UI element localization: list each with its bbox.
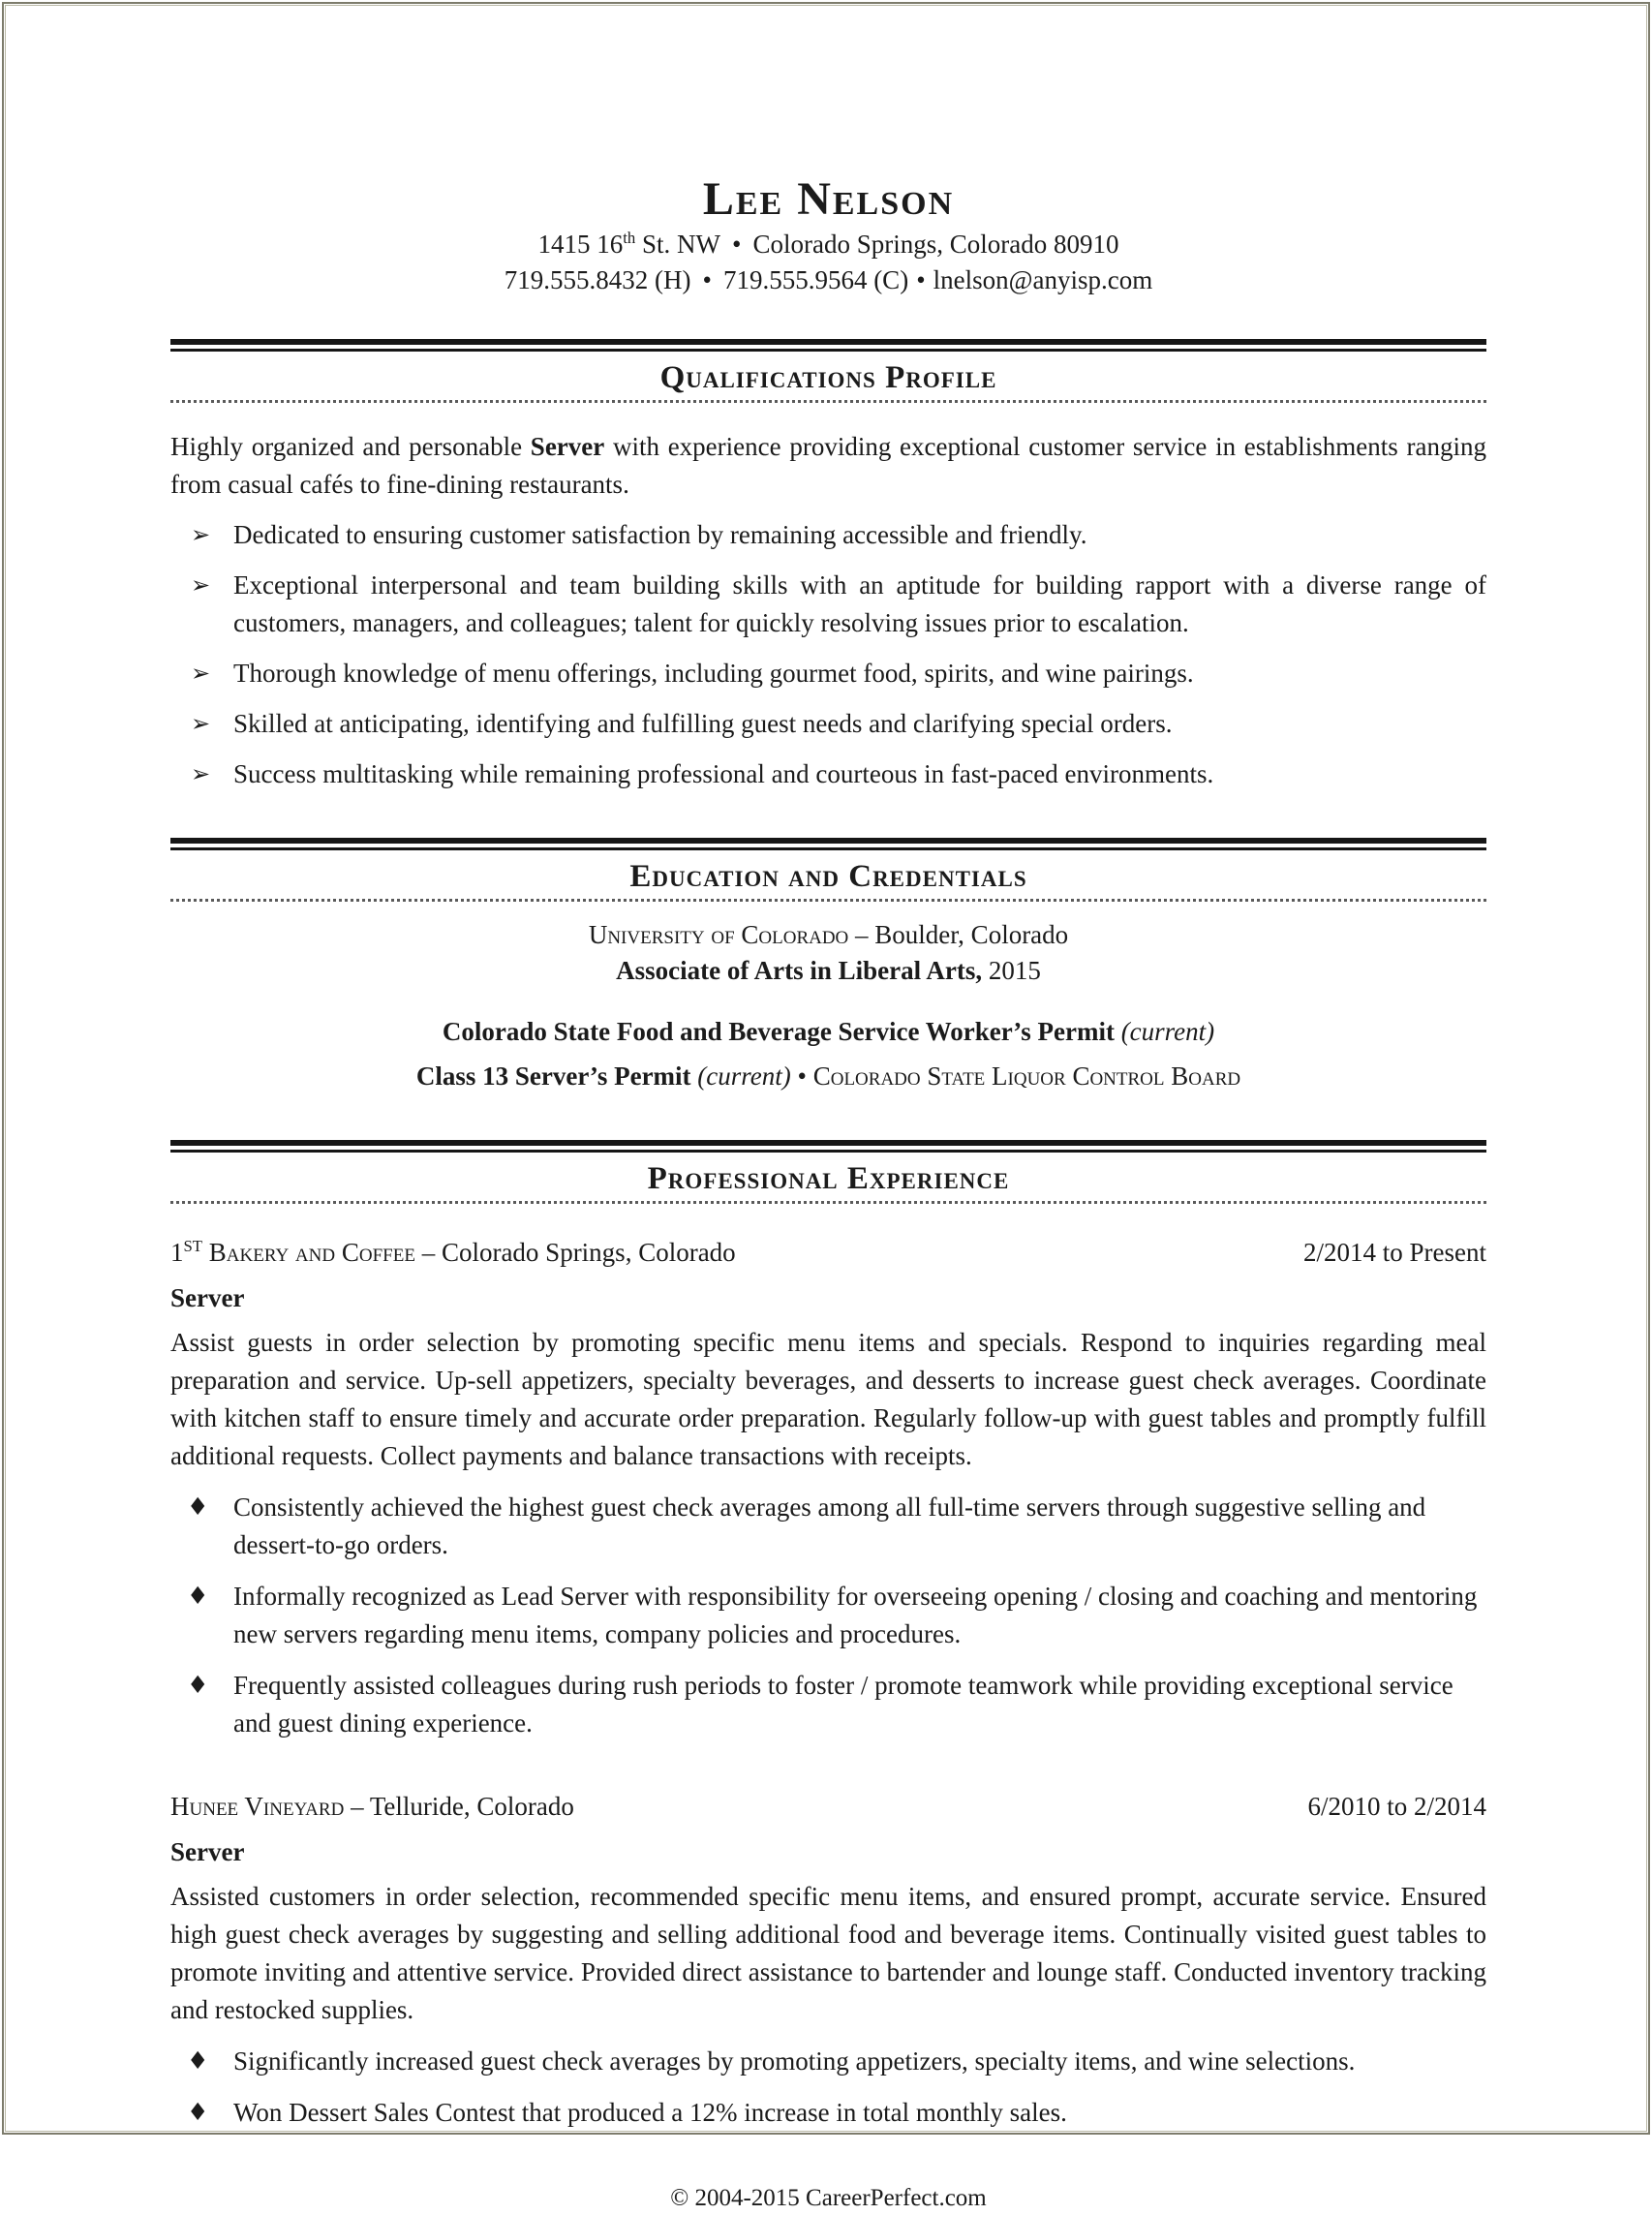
text-run [202,1238,209,1267]
section-education [170,838,1486,1095]
text-run: Server [530,432,605,461]
text-run: th [623,229,636,247]
text-run: Colorado Springs, Colorado 80910 [752,230,1119,259]
qualification-bullet [170,655,1486,692]
text-run: Highly organized and personable [170,432,531,461]
text-run: ST [183,1237,203,1255]
qualification-bullet-text: Skilled at anticipating, identifying and fulfilling guest needs and clarifying special orders. [233,709,1173,738]
double-rule [170,838,1486,850]
text-run: Hunee Vineyard [170,1792,345,1821]
qualification-bullet-text: Thorough knowledge of menu offerings, including gourmet food, spirits, and wine pairings. [233,659,1194,688]
job-summary: Assist guests in order selection by promoting specific menu items and specials. Respond to inquiries regarding meal preparation and service. Up-sell appetizers, specialty beverages, and desserts to increase guest check averages. Coordinate with kitchen staff to ensure timely and accurate order preparation. Regularly follow-up with guest tables and promptly fulfill additional requests. Collect payments and balance transactions with receipts. [170,1328,1486,1470]
text-run: • [916,265,926,294]
qualification-bullet-text: Dedicated to ensuring customer satisfaction by remaining accessible and friendly. [233,520,1087,549]
text-run: • [732,230,742,259]
job-company [170,1235,736,1271]
section-qualifications [170,339,1486,793]
text-run: • [702,265,712,294]
qualification-bullet [170,755,1486,793]
job-highlights-list [170,1489,1486,1742]
job-bullet-text: Significantly increased guest check averages by promoting appetizers, specialty items, and wine selections. [233,2046,1356,2076]
job-bullet [170,2043,1486,2080]
section-title-experience: Professional Experience [647,1161,1010,1196]
job-bullet-text: Won Dessert Sales Contest that produced a 12% increase in total monthly sales. [233,2098,1067,2127]
text-run: (current) [1120,1017,1215,1046]
text-run: 719.555.8432 (H) [504,265,691,294]
job-entry [170,1789,1486,2132]
section-experience [170,1140,1486,2132]
arrow-bullet-icon: ➢ [191,660,211,687]
diamond-bullet-icon: ♦ [187,1671,209,1699]
dotted-rule [170,899,1486,902]
job-entry [170,1235,1486,1742]
text-run: – Telluride, Colorado [344,1792,574,1821]
diamond-bullet-icon: ♦ [187,1492,209,1521]
arrow-bullet-icon: ➢ [191,521,211,548]
job-header [170,1789,1486,1825]
qualification-bullet-text: Exceptional interpersonal and team building skills with an aptitude for building rapport with a diverse range of customers, managers, and colleagues; talent for quickly resolving issues prior to escalation. [233,570,1486,637]
text-run: 1 [170,1238,184,1267]
job-bullet-text: Consistently achieved the highest guest check averages among all full-time servers through suggestive selling and dessert-to-go orders. [233,1492,1426,1559]
text-run: Associate of Arts in Liberal Arts, [616,956,983,985]
contact-line [170,262,1486,298]
job-role: Server [170,1283,245,1312]
job-company [170,1789,574,1825]
copyright-footer: © 2004-2015 CareerPerfect.com [670,2185,987,2211]
job-summary: Assisted customers in order selection, recommended specific menu items, and ensured prompt, accurate service. Ensured high guest check averages by suggesting and selling additional food and beverage items. Continually visited guest tables to promote inviting and attentive service. Provided direct assistance to bartender and lounge staff. Conducted inventory tracking and restocked supplies. [170,1882,1486,2024]
job-role: Server [170,1837,245,1866]
address-line [170,227,1486,262]
arrow-bullet-icon: ➢ [191,760,211,787]
dotted-rule [170,1201,1486,1204]
job-header [170,1235,1486,1271]
text-run: St. NW [635,230,721,259]
job-bullet [170,2094,1486,2132]
arrow-bullet-icon: ➢ [191,710,211,737]
text-run: Colorado State Liquor Control Board [812,1061,1241,1091]
section-title-education: Education and Credentials [629,859,1027,894]
job-bullet-text: Frequently assisted colleagues during rush periods to foster / promote teamwork while providing exceptional service and guest dining experience. [233,1671,1453,1738]
qualification-bullet [170,516,1486,554]
dotted-rule [170,400,1486,403]
text-run [1115,1017,1121,1046]
job-bullet [170,1667,1486,1742]
job-bullet [170,1489,1486,1564]
text-run: (current) [697,1061,791,1091]
text-run: 719.555.9564 (C) [722,265,909,294]
education-degree-line [170,953,1486,989]
double-rule [170,1140,1486,1153]
double-rule [170,339,1486,352]
qualification-bullet [170,705,1486,743]
job-bullet-text: Informally recognized as Lead Server with responsibility for overseeing opening / closing and coaching and mentoring new servers regarding menu items, company policies and procedures. [233,1582,1478,1648]
text-run: University of Colorado [588,920,849,949]
text-run: Colorado State Food and Beverage Service Worker’s Permit [442,1017,1115,1046]
section-title-qualifications: Qualifications Profile [659,360,997,395]
job-highlights-list [170,2043,1486,2132]
text-run: Class 13 Server’s Permit [415,1061,691,1091]
diamond-bullet-icon: ♦ [187,2046,209,2075]
job-dates: 2/2014 to Present [1303,1238,1486,1267]
job-bullet [170,1578,1486,1653]
text-run: • [790,1061,813,1091]
text-run: Bakery and Coffee [208,1238,415,1267]
arrow-bullet-icon: ➢ [191,571,211,599]
qualification-bullet [170,567,1486,642]
text-run: 2015 [982,956,1041,985]
education-school-line [170,917,1486,953]
job-dates: 6/2010 to 2/2014 [1307,1792,1486,1821]
text-run: 1415 16 [537,230,624,259]
education-license-line [170,1057,1486,1095]
resume-header [170,172,1486,298]
education-permit-line [170,1012,1486,1051]
qualifications-intro [170,428,1486,504]
diamond-bullet-icon: ♦ [187,2098,209,2126]
qualifications-list [170,516,1486,793]
diamond-bullet-icon: ♦ [187,1582,209,1610]
text-run: – Colorado Springs, Colorado [414,1238,736,1267]
text-run: with experience providing exceptional customer service in establishments ranging from casual cafés to fine-dining restaurants. [170,432,1486,499]
text-run: – Boulder, Colorado [848,920,1069,949]
text-run: lnelson@anyisp.com [933,265,1153,294]
resume-name: Lee Nelson [702,173,955,225]
qualification-bullet-text: Success multitasking while remaining professional and courteous in fast-paced environments. [233,759,1214,788]
